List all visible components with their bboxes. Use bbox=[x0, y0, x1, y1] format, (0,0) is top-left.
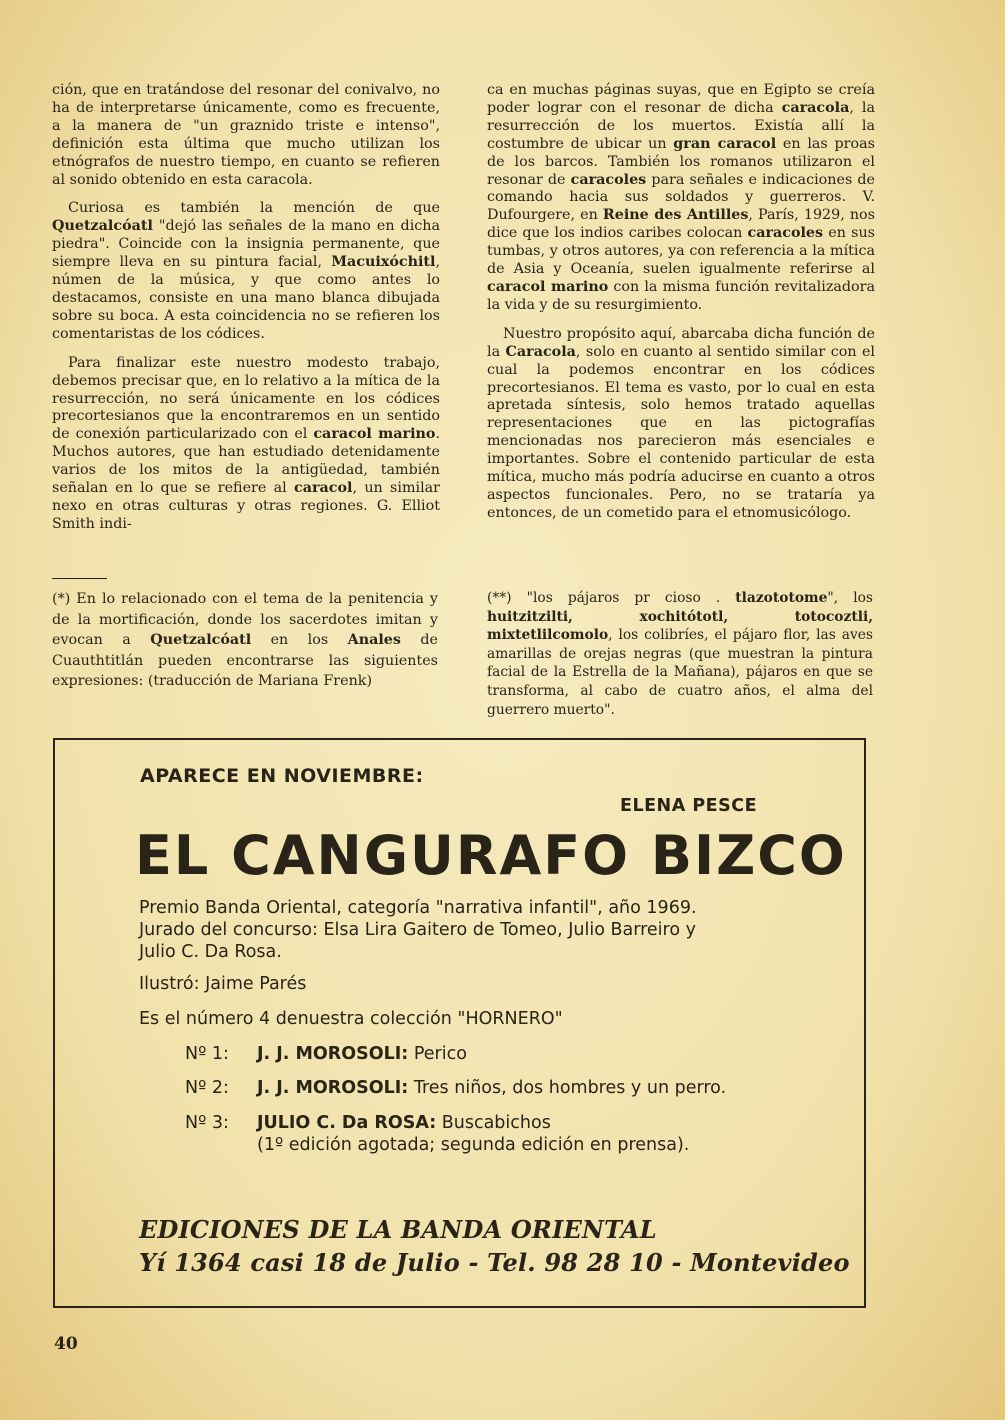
collection-entry: Nº 3: JULIO C. Da ROSA: Buscabichos bbox=[185, 1113, 551, 1133]
right-column bbox=[487, 82, 875, 534]
page-number: 40 bbox=[54, 1334, 78, 1354]
ad-heading: APARECE EN NOVIEMBRE: bbox=[140, 765, 424, 787]
book-title: EL CANGURAFO BIZCO bbox=[135, 824, 847, 887]
book-author: ELENA PESCE bbox=[620, 796, 758, 816]
publisher-name: EDICIONES DE LA BANDA ORIENTAL bbox=[139, 1215, 657, 1244]
left-column bbox=[52, 82, 440, 545]
paragraph: Nuestro propósito aquí, abarcaba dicha función de la Caracola, solo en cuanto al sentido similar con el cual la podemos encontrar en los códices precortesianos. El tema es vasto, por lo cual en esta apretada síntesis, solo hemos tratado aquellas representaciones que en las pictografías mencionadas nos parecieron más esenciales e importantes. Sobre el contenido particular de esta mítica, mucho más podría aducirse en cuanto a otros aspectos funcionales. Pero, no se trataría ya entonces, de un cometido para el etnomusicólogo. bbox=[487, 325, 875, 521]
collection-line: Es el número 4 denuestra colección "HORNERO" bbox=[139, 1009, 563, 1029]
paragraph: ción, que en tratándose del resonar del conivalvo, no ha de interpretarse únicamente, como es frecuente, a la manera de "un graznido triste e intenso", definición esta última que mucho utilizan los etnógrafos de nuestro tiempo, en cuanto se refieren al sonido obtenido en esta caracola. bbox=[52, 82, 440, 188]
collection-entry: Nº 2: J. J. MOROSOLI: Tres niños, dos hombres y un perro. bbox=[185, 1078, 727, 1098]
publisher-address: Yí 1364 casi 18 de Julio - Tel. 98 28 10 - Montevideo bbox=[139, 1248, 850, 1277]
paragraph: Para finalizar este nuestro modesto trabajo, debemos precisar que, en lo relativo a la mítica de la resurrección, no será únicamente en los códices precortesianos que la encontraremos en un sentido de conexión particularizado con el caracol marino. Muchos autores, que han estudiado detenidamente varios de los mitos de la antigüedad, también señalan en lo que se refiere al caracol, un similar nexo en otras culturas y otras regiones. G. Elliot Smith indi- bbox=[52, 354, 440, 532]
illustrator-line: Ilustró: Jaime Parés bbox=[139, 974, 307, 994]
footnote-left: (*) En lo relacionado con el tema de la penitencia y de la mortificación, donde los sacerdotes imitan y evocan a Quetzalcóatl en los Anales de Cuauthtitlán pueden encontrarse las siguientes expresiones: (traducción de Mariana Frenk) bbox=[52, 591, 438, 690]
award-line: Premio Banda Oriental, categoría "narrativa infantil", año 1969. bbox=[139, 898, 697, 918]
footnote-divider bbox=[52, 578, 107, 579]
book-advertisement bbox=[53, 738, 866, 1308]
jury-line: Julio C. Da Rosa. bbox=[139, 942, 282, 962]
footnote-right: (**) "los pájaros pr cioso . tlazototome", los huitzitzilti, xochitótotl, totocoztli, mixtetlilcomolo, los colibríes, el pájaro flor, las aves amarillas de orejas negras (que muestran la pintura facial de la Estrella de la Mañana), pájaros en que se transforma, al cabo de cuatro años, el alma del guerrero muerto". bbox=[487, 590, 873, 718]
entry-note: (1º edición agotada; segunda edición en prensa). bbox=[257, 1135, 690, 1155]
collection-entry: Nº 1: J. J. MOROSOLI: Perico bbox=[185, 1044, 467, 1064]
jury-line: Jurado del concurso: Elsa Lira Gaitero de Tomeo, Julio Barreiro y bbox=[139, 920, 696, 940]
paragraph: Curiosa es también la mención de que Quetzalcóatl "dejó las señales de la mano en dicha piedra". Coincide con la insignia permanente, que siempre lleva en su pintura facial, Macuixóchitl, númen de la música, y que como antes lo destacamos, consiste en una mano blanca dibujada sobre su boca. A esta coincidencia no se refieren los comentaristas de los códices. bbox=[52, 200, 440, 342]
paragraph: ca en muchas páginas suyas, que en Egipto se creía poder lograr con el resonar de dicha caracola, la resurrección de los muertos. Existía allí la costumbre de ubicar un gran caracol en las proas de los barcos. También los romanos utilizaron el resonar de caracoles para señales e indicaciones de comando hacia sus soldados y guerreros. V. Dufourgere, en Reine des Antilles, París, 1929, nos dice que los indios caribes colocan caracoles en sus tumbas, y otros autores, ya con referencia a la mítica de Asia y Oceanía, suelen igualmente referirse al caracol marino con la misma función revitalizadora la vida y de su resurgimiento. bbox=[487, 82, 876, 313]
